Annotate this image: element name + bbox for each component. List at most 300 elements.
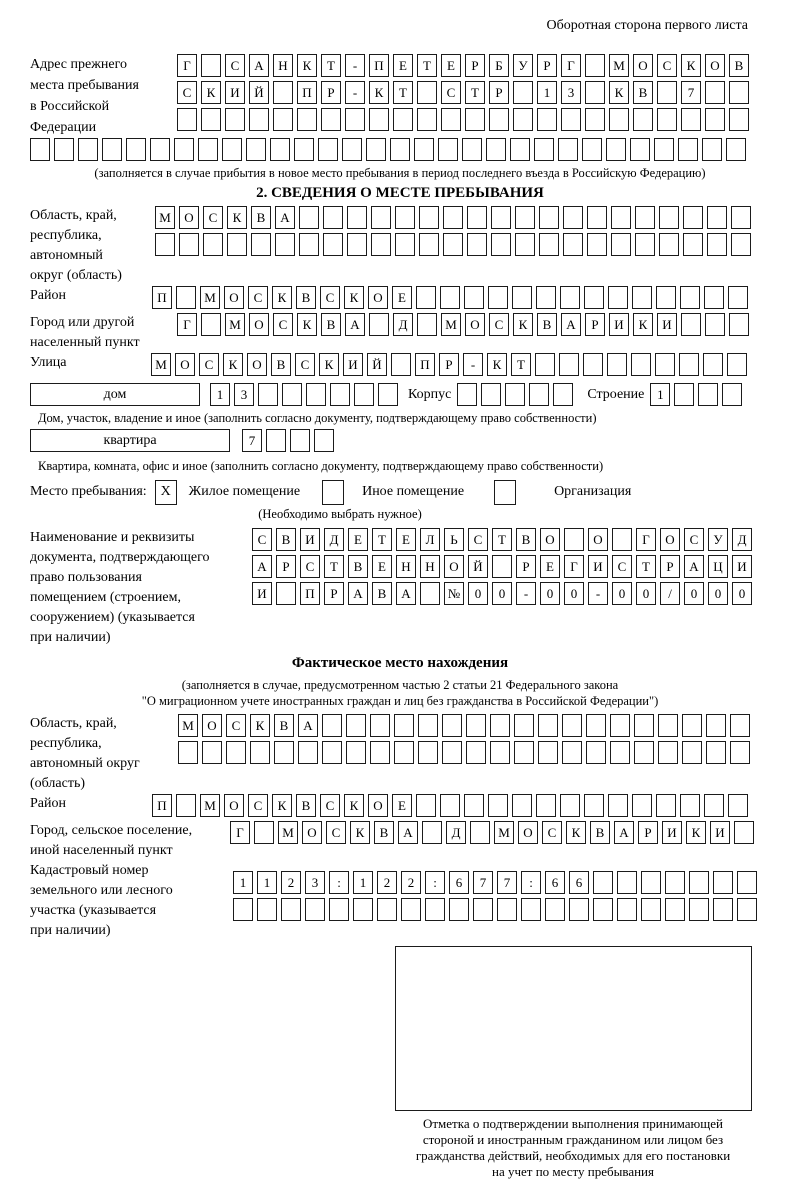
oblast-cells [155, 206, 751, 260]
char-cell [270, 138, 290, 161]
char-cell: В [590, 821, 610, 844]
char-cell: М [609, 54, 629, 77]
char-cell: 3 [234, 383, 254, 406]
char-cell: В [729, 54, 749, 77]
label-line: при наличии) [30, 630, 111, 645]
char-cell [610, 741, 630, 764]
char-cell: Т [393, 81, 413, 104]
char-cell: В [296, 794, 316, 817]
char-cell [585, 81, 605, 104]
char-cell: Е [396, 528, 416, 551]
char-cell: С [273, 313, 293, 336]
char-cell [440, 286, 460, 309]
char-cell: К [344, 286, 364, 309]
char-cell: 6 [449, 871, 469, 894]
kvartira-caption: Квартира, комната, офис и иное (заполнить согласно документу, подтверждающему право собственности) [38, 459, 604, 473]
char-cell [377, 898, 397, 921]
char-cell [346, 714, 366, 737]
gorod-block [30, 313, 770, 353]
doc-label [30, 528, 252, 648]
char-cell: 2 [401, 871, 421, 894]
char-cell [612, 528, 632, 551]
char-cell [481, 383, 501, 406]
char-row [178, 714, 750, 737]
char-row [177, 54, 749, 77]
char-cell: П [152, 286, 172, 309]
char-cell [306, 383, 326, 406]
char-cell: Г [564, 555, 584, 578]
char-cell: И [710, 821, 730, 844]
char-cell [536, 286, 556, 309]
char-cell [656, 286, 676, 309]
ulitsa-block [30, 353, 770, 380]
label-line: Кадастровый номер [30, 863, 149, 878]
char-cell: О [179, 206, 199, 229]
char-cell [438, 138, 458, 161]
char-cell [294, 138, 314, 161]
char-cell [30, 138, 50, 161]
char-cell [250, 741, 270, 764]
char-cell [203, 233, 223, 256]
char-cell [593, 898, 613, 921]
char-cell [587, 206, 607, 229]
char-cell [535, 353, 555, 376]
char-cell [585, 108, 605, 131]
char-cell: В [271, 353, 291, 376]
char-row [152, 794, 748, 817]
char-cell [562, 714, 582, 737]
char-cell [126, 138, 146, 161]
char-cell: В [321, 313, 341, 336]
char-cell: П [152, 794, 172, 817]
char-cell [233, 898, 253, 921]
char-cell: И [609, 313, 629, 336]
char-cell [394, 714, 414, 737]
char-cell: / [660, 582, 680, 605]
char-cell: 2 [377, 871, 397, 894]
char-cell: Т [636, 555, 656, 578]
char-cell [347, 206, 367, 229]
char-cell: Т [321, 54, 341, 77]
char-cell [606, 138, 626, 161]
char-cell [442, 741, 462, 764]
char-cell [274, 741, 294, 764]
label-line: Область, край, [30, 208, 117, 223]
char-cell: О [249, 313, 269, 336]
char-cell: Р [638, 821, 658, 844]
char-cell [539, 233, 559, 256]
char-cell: С [441, 81, 461, 104]
kadastr-label [30, 861, 233, 941]
char-cell [562, 741, 582, 764]
char-cell: И [732, 555, 752, 578]
char-cell: К [272, 794, 292, 817]
char-cell [704, 286, 724, 309]
char-cell: В [251, 206, 271, 229]
char-cell [730, 714, 750, 737]
char-cell: У [708, 528, 728, 551]
char-cell: : [425, 871, 445, 894]
char-cell [659, 206, 679, 229]
choose-note: (Необходимо выбрать нужное) [258, 507, 422, 521]
char-cell: М [151, 353, 171, 376]
char-cell: 1 [210, 383, 230, 406]
char-cell: М [278, 821, 298, 844]
char-cell: 1 [650, 383, 670, 406]
char-cell: 0 [708, 582, 728, 605]
char-cell [225, 108, 245, 131]
char-cell [391, 353, 411, 376]
char-cell [705, 108, 725, 131]
char-cell: Й [249, 81, 269, 104]
char-cell: К [686, 821, 706, 844]
char-cell: И [662, 821, 682, 844]
char-cell [346, 741, 366, 764]
char-cell [390, 138, 410, 161]
stamp-caption-line: стороной и иностранным гражданином или лицом без [422, 1132, 724, 1147]
label-line: при наличии) [30, 923, 111, 938]
char-cell [680, 286, 700, 309]
char-cell: А [275, 206, 295, 229]
char-cell [682, 741, 702, 764]
char-cell [299, 206, 319, 229]
char-cell: 7 [681, 81, 701, 104]
char-cell [420, 582, 440, 605]
char-cell [442, 714, 462, 737]
char-cell: Р [537, 54, 557, 77]
char-cell: В [516, 528, 536, 551]
label-line: Федерации [30, 120, 97, 135]
char-cell [658, 714, 678, 737]
char-cell: П [300, 582, 320, 605]
label-line: Область, край, [30, 716, 117, 731]
section2-title: 2. СВЕДЕНИЯ О МЕСТЕ ПРЕБЫВАНИЯ [256, 185, 544, 201]
char-cell [560, 286, 580, 309]
char-cell [681, 108, 701, 131]
char-cell: Ц [708, 555, 728, 578]
char-cell: - [463, 353, 483, 376]
kadastr-cells [233, 871, 757, 925]
char-cell: О [588, 528, 608, 551]
char-cell [179, 233, 199, 256]
char-cell: А [298, 714, 318, 737]
char-cell [464, 286, 484, 309]
char-cell: И [225, 81, 245, 104]
korpus-label: Корпус [408, 387, 452, 402]
char-cell [323, 233, 343, 256]
char-cell [689, 898, 709, 921]
char-cell [322, 741, 342, 764]
char-cell [705, 313, 725, 336]
char-cell: С [203, 206, 223, 229]
char-cell: К [681, 54, 701, 77]
char-cell: Е [393, 54, 413, 77]
char-cell [416, 794, 436, 817]
char-cell [632, 794, 652, 817]
char-cell: Е [392, 794, 412, 817]
char-cell [608, 286, 628, 309]
char-cell [513, 108, 533, 131]
char-cell: Ь [444, 528, 464, 551]
char-cell: Д [324, 528, 344, 551]
char-cell [222, 138, 242, 161]
char-cell: А [252, 555, 272, 578]
char-cell [378, 383, 398, 406]
char-cell [486, 138, 506, 161]
char-cell: Е [392, 286, 412, 309]
char-cell: Е [540, 555, 560, 578]
char-cell [329, 898, 349, 921]
char-cell [635, 233, 655, 256]
label-line: Адрес прежнего [30, 57, 127, 72]
prev-address-cells [177, 54, 749, 135]
char-cell [585, 54, 605, 77]
fact-gorod-label [30, 821, 230, 861]
char-cell [254, 821, 274, 844]
char-cell [729, 108, 749, 131]
char-cell: - [516, 582, 536, 605]
char-cell: В [276, 528, 296, 551]
char-cell: С [612, 555, 632, 578]
char-cell: 7 [242, 429, 262, 452]
dom-box: дом [30, 383, 200, 406]
char-cell: Т [372, 528, 392, 551]
char-cell: 0 [564, 582, 584, 605]
char-cell [563, 206, 583, 229]
char-cell [682, 714, 702, 737]
char-cell [641, 871, 661, 894]
char-row [252, 582, 752, 605]
char-row [155, 233, 751, 256]
char-cell [201, 313, 221, 336]
char-cell [323, 206, 343, 229]
char-cell: Д [393, 313, 413, 336]
label-line: участка (указывается [30, 903, 157, 918]
char-row [233, 871, 757, 894]
char-cell [713, 898, 733, 921]
char-cell: Р [585, 313, 605, 336]
char-cell: М [200, 794, 220, 817]
char-cell: О [705, 54, 725, 77]
char-cell: И [300, 528, 320, 551]
char-cell [726, 138, 746, 161]
char-cell [353, 898, 373, 921]
label-line: помещением (строением, [30, 590, 181, 605]
char-cell: В [372, 582, 392, 605]
char-cell [201, 108, 221, 131]
fact-note-line2: "О миграционном учете иностранных граждан и лиц без гражданства в Российской Федерации") [141, 694, 659, 708]
label-line: места пребывания [30, 78, 139, 93]
char-cell: А [249, 54, 269, 77]
char-cell: С [542, 821, 562, 844]
char-cell [681, 313, 701, 336]
char-cell: Г [177, 313, 197, 336]
char-cell: Е [441, 54, 461, 77]
char-cell: О [368, 286, 388, 309]
char-cell: Й [468, 555, 488, 578]
char-cell: Т [465, 81, 485, 104]
char-cell [419, 233, 439, 256]
dom-row [30, 383, 770, 410]
char-cell [369, 313, 389, 336]
char-cell: К [344, 794, 364, 817]
char-cell: В [537, 313, 557, 336]
char-cell: С [468, 528, 488, 551]
char-cell: О [444, 555, 464, 578]
char-cell [464, 794, 484, 817]
char-cell: 3 [305, 871, 325, 894]
label-line: округ (область) [30, 268, 122, 283]
char-cell [198, 138, 218, 161]
char-cell [416, 286, 436, 309]
char-cell [155, 233, 175, 256]
char-cell: О [302, 821, 322, 844]
char-cell [510, 138, 530, 161]
char-cell: 7 [497, 871, 517, 894]
char-cell [227, 233, 247, 256]
char-cell: А [398, 821, 418, 844]
label-line: в Российской [30, 99, 110, 114]
char-cell: Г [561, 54, 581, 77]
char-cell [537, 108, 557, 131]
char-cell: М [441, 313, 461, 336]
stroenie-label: Строение [587, 387, 645, 402]
char-cell [734, 821, 754, 844]
char-cell [654, 138, 674, 161]
label-line: земельного или лесного [30, 883, 173, 898]
char-cell [258, 383, 278, 406]
char-cell [539, 206, 559, 229]
char-cell: О [202, 714, 222, 737]
char-cell [417, 81, 437, 104]
char-cell: К [369, 81, 389, 104]
stamp-caption [373, 1116, 773, 1180]
char-cell [617, 898, 637, 921]
char-cell [491, 233, 511, 256]
char-cell [674, 383, 694, 406]
fact-title: Фактическое место нахождения [291, 655, 509, 671]
char-cell: И [252, 582, 272, 605]
char-cell: С [295, 353, 315, 376]
char-cell [275, 233, 295, 256]
oblast-block [30, 206, 770, 286]
label-line: населенный пункт [30, 335, 140, 350]
char-cell [632, 286, 652, 309]
char-cell [512, 286, 532, 309]
char-cell: В [348, 555, 368, 578]
char-cell: А [348, 582, 368, 605]
char-cell: И [343, 353, 363, 376]
prev-address-label [30, 54, 177, 138]
char-cell [342, 138, 362, 161]
char-cell [419, 206, 439, 229]
char-cell: Н [396, 555, 416, 578]
fact-gorod-block [30, 821, 770, 861]
char-cell [467, 233, 487, 256]
char-cell [515, 206, 535, 229]
char-cell: : [521, 871, 541, 894]
char-cell: Р [276, 555, 296, 578]
char-cell [635, 206, 655, 229]
place-type-row [30, 478, 770, 506]
fact-rayon-block [30, 794, 770, 821]
char-cell [680, 794, 700, 817]
char-cell [586, 714, 606, 737]
char-cell [393, 108, 413, 131]
char-cell [488, 286, 508, 309]
char-cell: М [225, 313, 245, 336]
char-row [252, 555, 752, 578]
char-cell [706, 741, 726, 764]
char-cell [698, 383, 718, 406]
char-row [151, 353, 747, 376]
char-cell [559, 353, 579, 376]
doc-block [30, 528, 770, 648]
char-cell [321, 108, 341, 131]
char-cell [558, 138, 578, 161]
char-cell: О [633, 54, 653, 77]
char-row [177, 313, 749, 336]
char-cell [276, 582, 296, 605]
label-line: республика, [30, 228, 102, 243]
kadastr-block [30, 861, 770, 941]
char-cell [729, 81, 749, 104]
char-row [178, 741, 750, 764]
char-cell: Д [446, 821, 466, 844]
char-cell: А [561, 313, 581, 336]
char-cell [727, 353, 747, 376]
char-cell: С [226, 714, 246, 737]
char-cell: О [247, 353, 267, 376]
char-cell [584, 286, 604, 309]
char-cell: С [320, 794, 340, 817]
char-cell [369, 108, 389, 131]
char-cell: Д [732, 528, 752, 551]
char-cell: М [155, 206, 175, 229]
char-cell [512, 794, 532, 817]
char-cell [305, 898, 325, 921]
char-cell [354, 383, 374, 406]
char-cell [569, 898, 589, 921]
char-row [177, 81, 749, 104]
char-cell [371, 233, 391, 256]
char-cell [704, 794, 724, 817]
char-row [457, 383, 573, 406]
label-line: документа, подтверждающего [30, 550, 210, 565]
stamp-caption-line: гражданства действий, необходимых для его постановки [415, 1148, 731, 1163]
char-cell [202, 741, 222, 764]
char-cell [545, 898, 565, 921]
char-cell: П [297, 81, 317, 104]
char-cell [466, 741, 486, 764]
char-cell [683, 233, 703, 256]
char-row-full-width [30, 138, 770, 161]
char-cell: М [494, 821, 514, 844]
char-cell [371, 206, 391, 229]
char-cell [611, 233, 631, 256]
char-cell: Т [324, 555, 344, 578]
char-cell [201, 54, 221, 77]
char-cell [449, 898, 469, 921]
char-cell: А [614, 821, 634, 844]
char-cell: О [368, 794, 388, 817]
char-cell [330, 383, 350, 406]
char-cell: М [178, 714, 198, 737]
label-line: сооружением) (указывается [30, 610, 195, 625]
char-cell [102, 138, 122, 161]
char-cell [299, 233, 319, 256]
char-cell [418, 714, 438, 737]
